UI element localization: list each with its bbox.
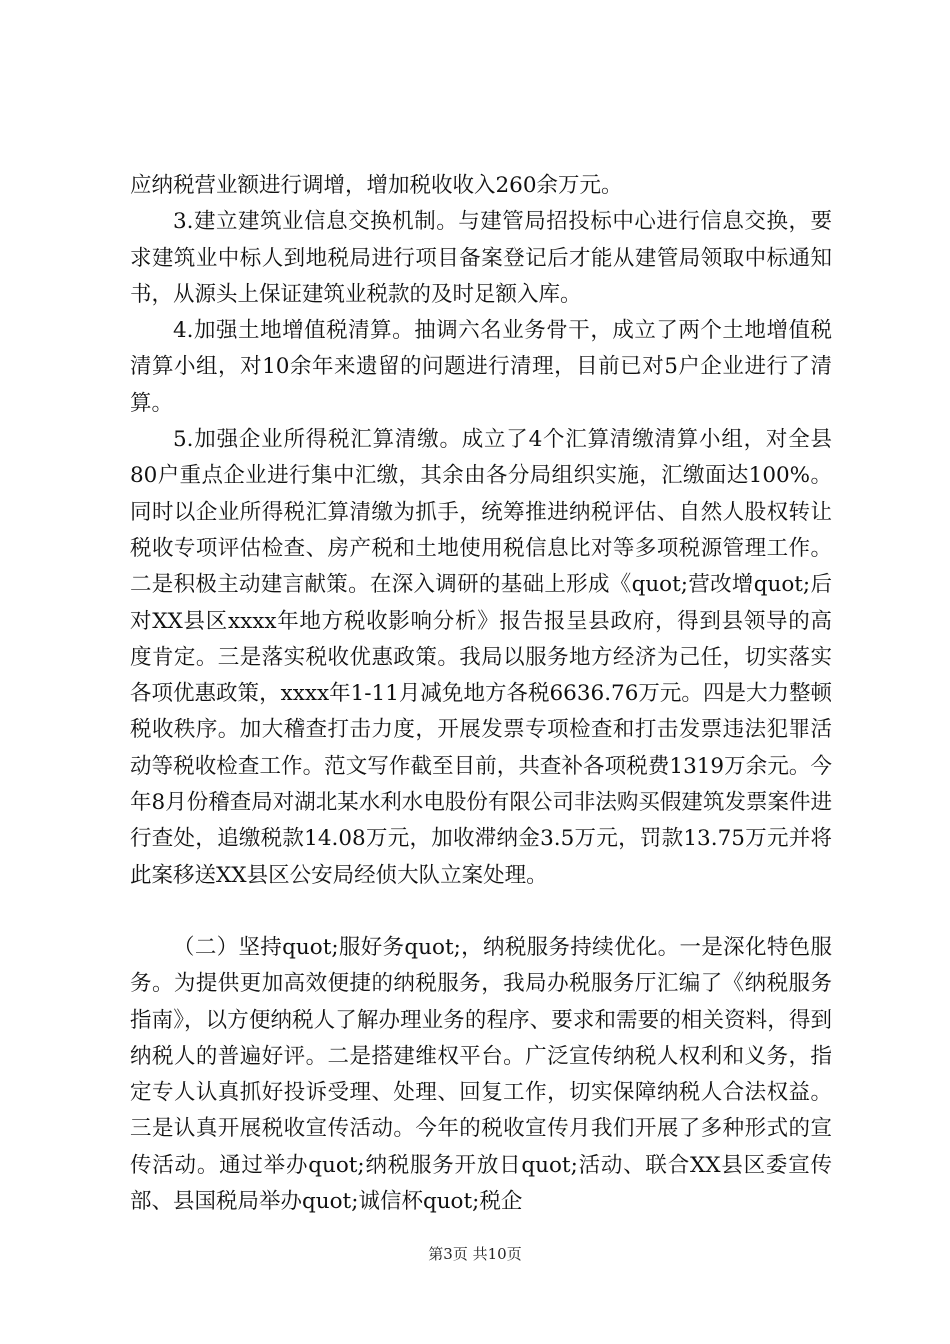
paragraph-item-5: 5.加强企业所得税汇算清缴。成立了4个汇算清缴清算小组，对全县80户重点企业进行集中汇缴，其余由各分局组织实施，汇缴面达100%。同时以企业所得税汇算清缴为抓手，统筹推进纳税评估、自然人股权转让税收专项评估检查、房产税和土地使用税信息比对等多项税源管理工作。二是积极主动建言献策。在深入调研的基础上形成《quot;营改增quot;后对XX县区xxxx年地方税收影响分析》报告报呈县政府，得到县领导的高度肯定。三是落实税收优惠政策。我局以服务地方经济为己任，切实落实各项优惠政策，xxxx年1-11月减免地方各税6636.76万元。四是大力整顿税收秩序。加大稽查打击力度，开展发票专项检查和打击发票违法犯罪活动等税收检查工作。范文写作截至目前，共查补各项税费1319万余元。今年8月份稽查局对湖北某水利水电股份有限公司非法购买假建筑发票案件进行查处，追缴税款14.08万元，加收滞纳金3.5万元，罚款13.75万元并将此案移送XX县区公安局经侦大队立案处理。	[130, 427, 832, 888]
document-body	[130, 168, 832, 1220]
paragraph-item-4: 4.加强土地增值税清算。抽调六名业务骨干，成立了两个土地增值税清算小组，对10余年来遗留的问题进行清理，目前已对5户企业进行了清算。	[130, 318, 832, 416]
paragraph-section-2: （二）坚持quot;服好务quot;，纳税服务持续优化。一是深化特色服务。为提供更加高效便捷的纳税服务，我局办税服务厅汇编了《纳税服务指南》，以方便纳税人了解办理业务的程序、要求和需要的相关资料，得到纳税人的普遍好评。二是搭建维权平台。广泛宣传纳税人权利和义务，指定专人认真抓好投诉受理、处理、回复工作，切实保障纳税人合法权益。三是认真开展税收宣传活动。今年的税收宣传月我们开展了多种形式的宣传活动。通过举办quot;纳税服务开放日quot;活动、联合XX县区委宣传部、县国税局举办quot;诚信杯quot;税企	[130, 934, 832, 1215]
paragraph-continuation: 应纳税营业额进行调增，增加税收收入260余万元。	[130, 173, 623, 198]
page-number: 第3页 共10页	[428, 1245, 522, 1263]
paragraph-item-3: 3.建立建筑业信息交换机制。与建管局招投标中心进行信息交换，要求建筑业中标人到地税局进行项目备案登记后才能从建管局领取中标通知书，从源头上保证建筑业税款的及时足额入库。	[130, 209, 832, 307]
